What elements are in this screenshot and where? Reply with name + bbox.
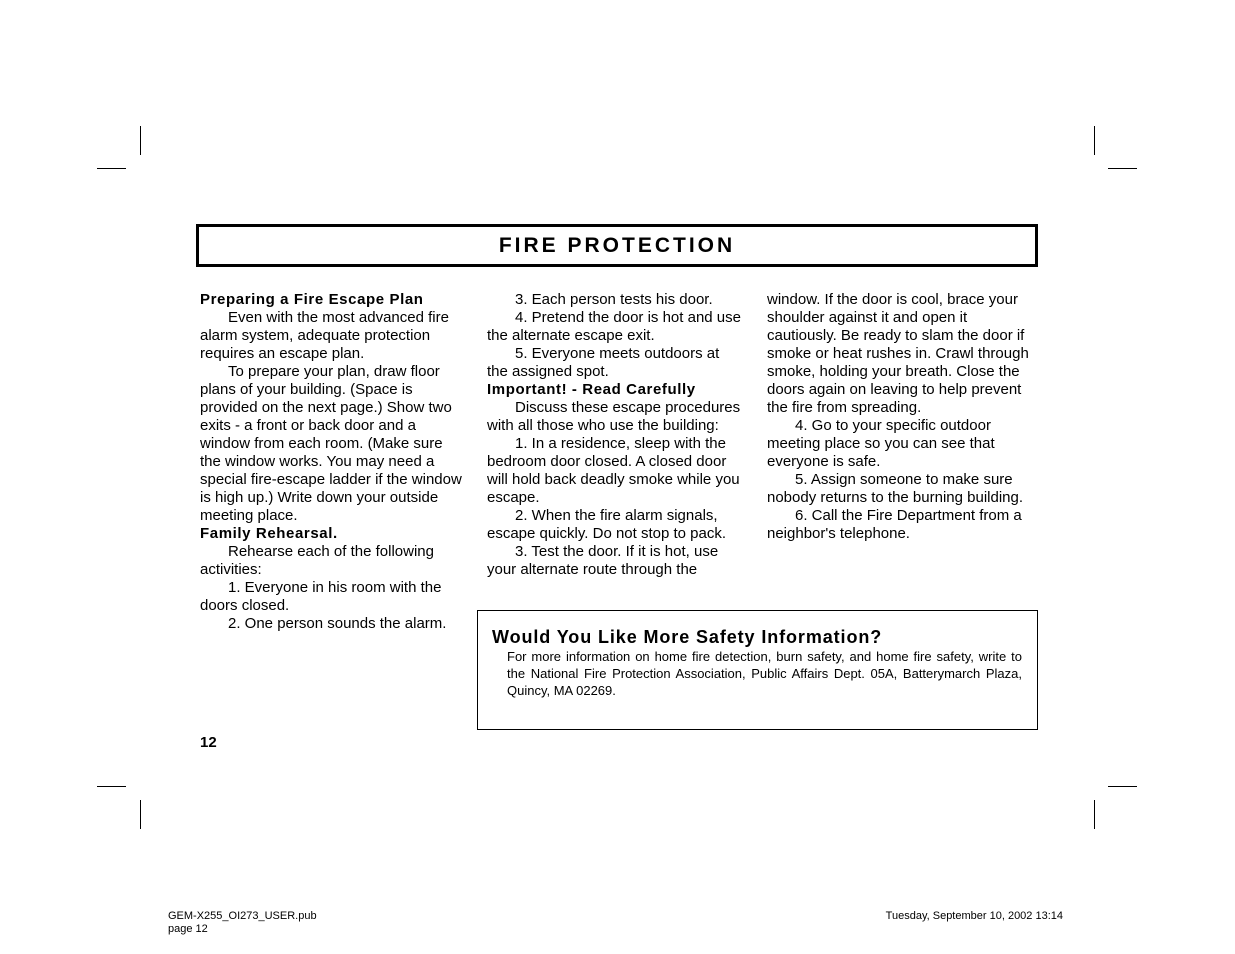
- list-item: 1. In a residence, sleep with the bedroom door closed. A closed door will hold back deadly smoke while you escape.: [487, 435, 740, 506]
- crop-mark: [140, 126, 141, 155]
- list-item: 4. Go to your specific outdoor meeting place so you can see that everyone is safe.: [767, 417, 995, 470]
- crop-mark: [97, 786, 126, 787]
- page-title: FIRE PROTECTION: [498, 233, 736, 257]
- list-item: 5. Assign someone to make sure nobody returns to the burning building.: [767, 471, 1024, 506]
- paragraph: window. If the door is cool, brace your shoulder against it and open it cautiously. Be ready to slam the door if smoke or heat rushes in. Crawl through smoke, holding your breath. Close the doors again on leaving to help prevent the fire from spreading.: [767, 291, 1029, 416]
- paragraph: To prepare your plan, draw floor plans of your building. (Space is provided on the next page.) Show two exits - a front or back door and a window from each room. (Make sure the window works. You may need a special fire-escape ladder if the window is high up.) Write down your outside meeting place.: [200, 363, 462, 524]
- crop-mark: [1108, 168, 1137, 169]
- section-heading-important: Important! - Read Carefully: [487, 381, 696, 398]
- list-item: 1. Everyone in his room with the doors closed.: [200, 579, 442, 614]
- crop-mark: [140, 800, 141, 829]
- column-1: [200, 291, 466, 633]
- crop-mark: [1094, 800, 1095, 829]
- info-box-text: For more information on home fire detection, burn safety, and home fire safety, write to the National Fire Protection Association, Public Affairs Dept. 05A, Batterymarch Plaza, Quincy, MA 02269.: [507, 649, 1022, 698]
- section-heading-family-rehearsal: Family Rehearsal.: [200, 525, 338, 542]
- footer-timestamp: Tuesday, September 10, 2002 13:14: [885, 910, 1063, 922]
- crop-mark: [97, 168, 126, 169]
- list-item: 2. When the fire alarm signals, escape quickly. Do not stop to pack.: [487, 507, 727, 542]
- column-2: [487, 291, 743, 579]
- list-item: 4. Pretend the door is hot and use the alternate escape exit.: [487, 309, 741, 344]
- paragraph: Even with the most advanced fire alarm system, adequate protection requires an escape plan.: [200, 309, 449, 362]
- list-item: 5. Everyone meets outdoors at the assigned spot.: [487, 345, 720, 380]
- paragraph: Rehearse each of the following activities:: [200, 543, 434, 578]
- column-3: [767, 291, 1039, 543]
- footer-page: page 12: [168, 923, 208, 935]
- footer-filename: GEM-X255_OI273_USER.pub: [168, 910, 317, 922]
- page-title-box: [196, 224, 1038, 267]
- section-heading-escape-plan: Preparing a Fire Escape Plan: [200, 291, 424, 308]
- paragraph: Discuss these escape procedures with all those who use the building:: [487, 399, 741, 434]
- crop-mark: [1108, 786, 1137, 787]
- list-item: 2. One person sounds the alarm.: [228, 615, 447, 632]
- safety-info-box: [477, 610, 1038, 730]
- list-item: 3. Test the door. If it is hot, use your alternate route through the: [487, 543, 719, 578]
- page-number: 12: [200, 734, 217, 751]
- footer-left: [168, 910, 317, 936]
- list-item: 6. Call the Fire Department from a neighbor's telephone.: [767, 507, 1022, 542]
- crop-mark: [1094, 126, 1095, 155]
- list-item: 3. Each person tests his door.: [515, 291, 713, 308]
- info-box-heading: Would You Like More Safety Information?: [492, 627, 883, 647]
